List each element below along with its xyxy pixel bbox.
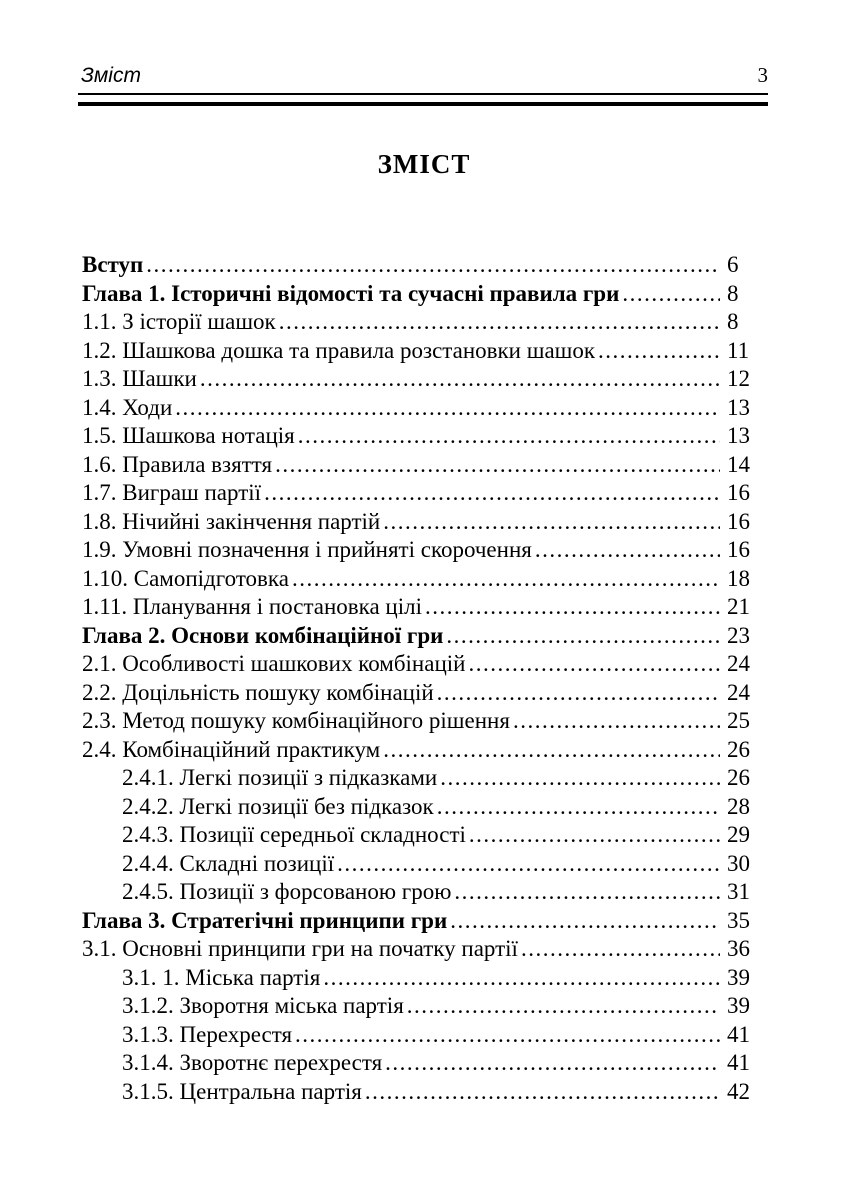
toc-entry xyxy=(82,337,766,366)
toc-entry-page: 24 xyxy=(727,651,750,676)
toc-entry-page: 21 xyxy=(727,594,750,619)
toc-entry xyxy=(82,992,766,1021)
toc-entry-page: 16 xyxy=(727,480,750,505)
toc-entry-label: 1.6. Правила взяття xyxy=(82,451,273,477)
toc-entry-page: 8 xyxy=(727,280,739,306)
toc-entry-leader xyxy=(521,935,720,964)
toc-entry-label: 3.1.4. Зворотнє перехрестя xyxy=(122,1050,383,1075)
toc-entry xyxy=(82,280,766,309)
toc-entry-page: 35 xyxy=(727,907,750,933)
toc-entry-label: 1.4. Ходи xyxy=(82,394,173,420)
toc-entry-label: 2.3. Метод пошуку комбінаційного рішення xyxy=(82,708,510,733)
toc-entry-leader xyxy=(275,451,720,480)
toc-entry-label: Глава 1. Історичні відомості та сучасні правила гри xyxy=(82,280,620,306)
toc-entry-leader xyxy=(365,1078,720,1107)
toc-entry-leader xyxy=(175,394,720,423)
toc-entry-leader xyxy=(450,907,720,936)
toc-entry-label: 1.8. Нічийні закінчення партій xyxy=(82,508,381,534)
toc-entry-page: 25 xyxy=(727,708,750,733)
toc-entry-label: 2.4.4. Складні позиції xyxy=(122,850,335,876)
toc-entry-label: 2.4.5. Позиції з форсованою грою xyxy=(122,879,452,904)
toc-entry-label: 1.11. Планування і постановка цілі xyxy=(82,594,423,619)
toc-entry xyxy=(82,1078,766,1107)
toc-entry-page: 16 xyxy=(727,537,750,562)
toc-entry-leader xyxy=(323,964,720,993)
toc-entry-leader xyxy=(383,508,720,537)
running-header xyxy=(81,63,768,88)
toc-entry-page: 39 xyxy=(727,964,750,990)
toc-entry-page: 18 xyxy=(727,565,750,591)
toc-entry-page: 16 xyxy=(727,508,750,534)
toc-entry xyxy=(82,764,766,793)
toc-entry-page: 8 xyxy=(727,309,739,334)
toc-entry-page: 31 xyxy=(727,879,750,904)
toc-entry-page: 29 xyxy=(727,822,750,847)
toc-entry-label: 1.7. Виграш партії xyxy=(82,480,262,505)
toc-entry xyxy=(82,308,766,337)
toc-entry xyxy=(82,650,766,679)
toc-entry-label: 3.1. Основні принципи гри на початку партії xyxy=(82,936,518,961)
toc-entry-leader xyxy=(407,992,720,1021)
header-rule-thick xyxy=(78,102,768,106)
toc-entry-page: 41 xyxy=(727,1050,750,1075)
toc-entry-page: 26 xyxy=(727,765,750,790)
toc-entry-leader xyxy=(146,251,720,280)
toc-entry xyxy=(82,964,766,993)
toc-entry-page: 13 xyxy=(727,423,750,448)
toc-entry xyxy=(82,679,766,708)
toc-entry-leader xyxy=(513,707,720,736)
toc-entry-label: 1.1. З історії шашок xyxy=(82,309,276,334)
toc-entry-label: Вступ xyxy=(82,252,144,277)
toc-entry-leader xyxy=(385,1049,720,1078)
running-header-title: Зміст xyxy=(81,64,141,87)
toc-entry xyxy=(82,479,766,508)
toc-entry xyxy=(82,878,766,907)
toc-entry-page: 42 xyxy=(727,1078,750,1104)
toc-entry-label: Глава 2. Основи комбінаційної гри xyxy=(82,622,444,648)
toc-entry-page: 36 xyxy=(727,936,750,961)
toc-entry xyxy=(82,565,766,594)
toc-entry xyxy=(82,850,766,879)
toc-entry-leader xyxy=(598,337,720,366)
toc-entry xyxy=(82,422,766,451)
toc-entry-leader xyxy=(292,565,720,594)
toc-entry xyxy=(82,793,766,822)
toc-entry-page: 14 xyxy=(727,451,750,477)
toc-entry-page: 23 xyxy=(727,622,750,648)
toc-entry-leader xyxy=(298,422,720,451)
toc-entry-leader xyxy=(469,821,720,850)
toc-entry-label: 3.1.3. Перехрестя xyxy=(122,1021,293,1047)
toc-entry-leader xyxy=(425,593,720,622)
toc-entry-leader xyxy=(440,764,720,793)
toc-entry-label: 2.4.3. Позиції середньої складності xyxy=(122,822,466,847)
toc-entry-leader xyxy=(295,1021,720,1050)
toc-entry-label: 2.4.1. Легкі позиції з підказками xyxy=(122,765,438,790)
toc-entry-label: 1.10. Самопідготовка xyxy=(82,565,289,591)
toc-entry-label: 3.1.5. Центральна партія xyxy=(122,1078,362,1104)
header-rule-thin xyxy=(78,93,768,95)
toc-entry-label: 1.5. Шашкова нотація xyxy=(82,423,295,448)
toc-entry-page: 12 xyxy=(727,366,750,391)
toc-entry-page: 41 xyxy=(727,1021,750,1047)
toc-entry xyxy=(82,1021,766,1050)
toc-entry xyxy=(82,251,766,280)
toc-entry-label: 2.1. Особливості шашкових комбінацій xyxy=(82,651,466,676)
toc-entry-label: 3.1. 1. Міська партія xyxy=(122,964,321,990)
toc-entry xyxy=(82,935,766,964)
toc-entry-leader xyxy=(279,308,720,337)
toc-entry-leader xyxy=(454,878,720,907)
toc-entry-label: 1.2. Шашкова дошка та правила розстановки шашок xyxy=(82,337,596,363)
toc-entry-label: Глава 3. Стратегічні принципи гри xyxy=(82,907,448,933)
toc-entry-page: 28 xyxy=(727,793,750,819)
toc-entry xyxy=(82,821,766,850)
toc-entry xyxy=(82,451,766,480)
toc-entry-label: 1.9. Умовні позначення і прийняті скорочення xyxy=(82,537,532,562)
toc-entry xyxy=(82,394,766,423)
toc-entry xyxy=(82,508,766,537)
toc-entry xyxy=(82,365,766,394)
toc-entry xyxy=(82,736,766,765)
toc-entry-page: 24 xyxy=(727,679,750,705)
toc-entry-label: 2.4.2. Легкі позиції без підказок xyxy=(122,793,434,819)
toc-entry xyxy=(82,707,766,736)
toc-entry-leader xyxy=(535,536,720,565)
toc-entry-leader xyxy=(437,793,720,822)
running-header-page-number: 3 xyxy=(757,63,768,87)
toc-entry xyxy=(82,622,766,651)
toc-entry-page: 39 xyxy=(727,993,750,1018)
toc-entry xyxy=(82,536,766,565)
toc-entry-label: 2.2. Доцільність пошуку комбінацій xyxy=(82,679,434,705)
toc-entry-page: 30 xyxy=(727,850,750,876)
toc-list xyxy=(82,251,766,1106)
toc-entry-leader xyxy=(383,736,720,765)
toc-entry xyxy=(82,907,766,936)
toc-entry xyxy=(82,1049,766,1078)
toc-entry-page: 11 xyxy=(727,337,750,363)
toc-entry-label: 3.1.2. Зворотня міська партія xyxy=(122,993,404,1018)
page-title: ЗМІСТ xyxy=(377,149,471,179)
toc-entry-leader xyxy=(468,650,720,679)
toc-entry-label: 1.3. Шашки xyxy=(82,366,197,391)
toc-entry-leader xyxy=(200,365,720,394)
toc-entry-page: 6 xyxy=(727,252,739,277)
toc-entry xyxy=(82,593,766,622)
toc-entry-page: 26 xyxy=(727,736,750,762)
toc-entry-leader xyxy=(337,850,720,879)
toc-entry-leader xyxy=(437,679,720,708)
toc-entry-page: 13 xyxy=(727,394,750,420)
toc-entry-leader xyxy=(446,622,720,651)
toc-entry-leader xyxy=(622,280,720,309)
toc-entry-label: 2.4. Комбінаційний практикум xyxy=(82,736,381,762)
toc-entry-leader xyxy=(264,479,720,508)
